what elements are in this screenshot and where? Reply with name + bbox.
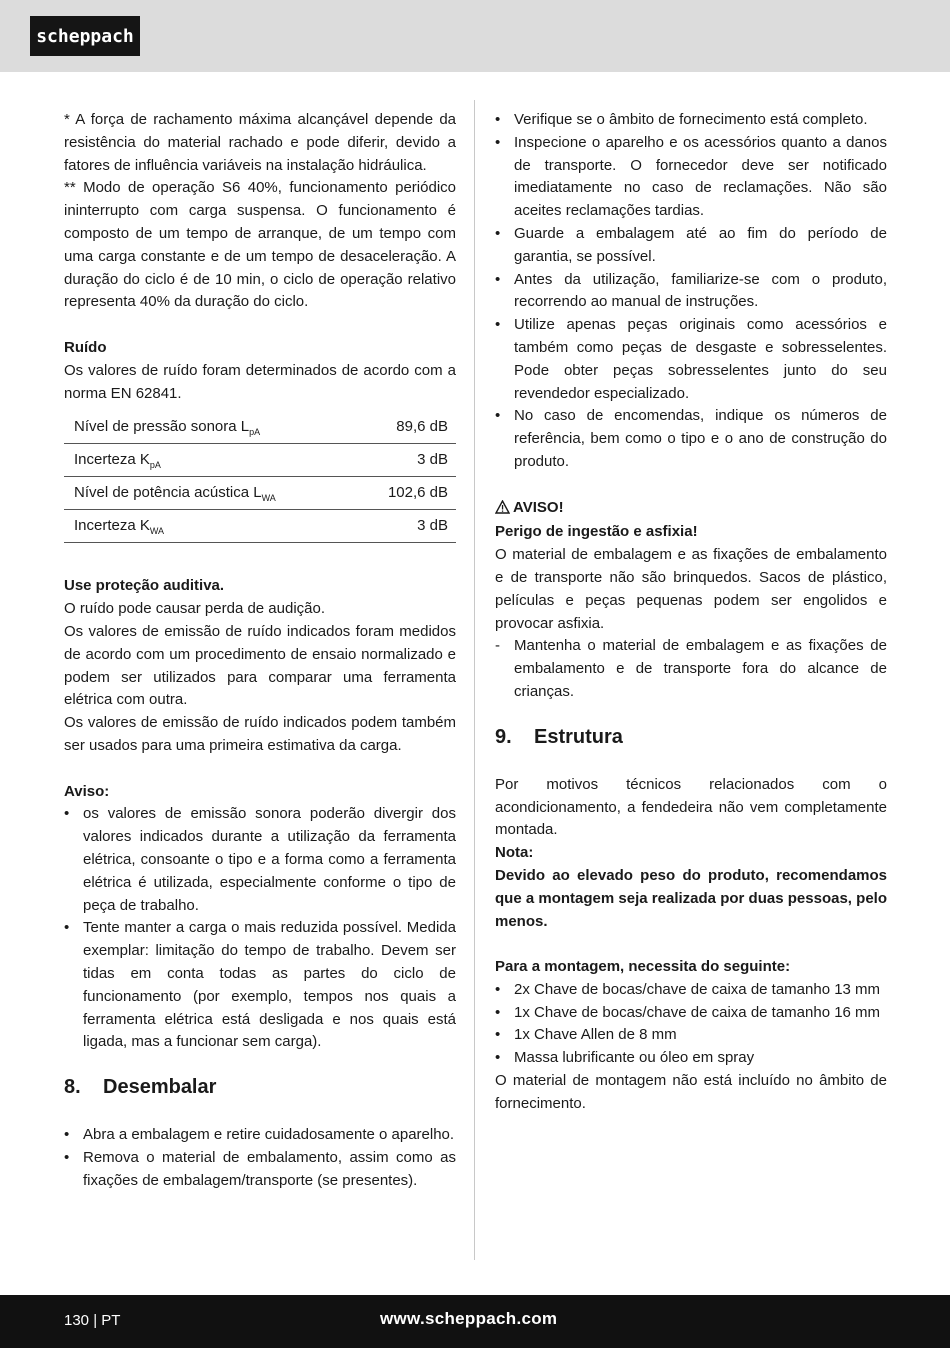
table-row: [64, 444, 456, 477]
aviso-list: [64, 803, 456, 1054]
list-item: • Guarde a embalagem até ao fim do período de garantia, se possível.: [495, 224, 887, 265]
section-9-heading: 9. Estrutura: [495, 725, 623, 748]
bullet-icon: •: [64, 1148, 70, 1166]
page-number: 130 | PT: [64, 1312, 121, 1329]
left-column: [64, 109, 456, 1192]
bullet-icon: •: [64, 919, 70, 937]
footnote-2: ** Modo de operação S6 40%, funcionamento periódico ininterrupto com carga suspensa. O funcionamento é composto de um tempo de arranque, de um tempo com uma carga constante e de um tempo de desaceleração. A duração do ciclo é de 10 min, o ciclo de operação relativo representa 40% da duração do ciclo.: [64, 179, 456, 311]
bullet-icon: •: [495, 1049, 501, 1067]
column-divider: [474, 100, 475, 1260]
list-item: • Antes da utilização, familiarize-se com o produto, recorrendo ao manual de instruções.: [495, 270, 887, 311]
page-header: [0, 0, 950, 72]
list-item: • No caso de encomendas, indique os números de referência, bem como o tipo e o ano de construção do produto.: [495, 407, 887, 470]
noise-value: 3 dB: [350, 444, 456, 477]
list-item: • Tente manter a carga o mais reduzida possível. Medida exemplar: limitação do tempo de trabalho. Devem ser tidas em conta todas as partes do ciclo de funcionamento (por exemplo, tempos nos quais a ferramenta elétrica está desligada e nos quais está ligada, mas a funcionar sem carga).: [64, 919, 456, 1051]
svg-text:scheppach: scheppach: [36, 26, 134, 47]
table-row: [64, 411, 456, 444]
list-item: • 2x Chave de bocas/chave de caixa de tamanho 13 mm: [495, 979, 887, 1002]
nota-label: Nota:: [495, 844, 534, 862]
dash-icon: -: [495, 637, 500, 655]
table-row: [64, 477, 456, 510]
montagem-note: O material de montagem não está incluído no âmbito de fornecimento.: [495, 1072, 887, 1112]
montagem-heading: Para a montagem, necessita do seguinte:: [495, 958, 791, 976]
bullet-icon: •: [495, 224, 501, 242]
page-footer: [0, 1295, 950, 1348]
noise-table: [64, 411, 456, 543]
nota-text: Devido ao elevado peso do produto, recomendamos que a montagem seja realizada por duas pessoas, pelo menos.: [495, 866, 887, 930]
list-item: • Massa lubrificante ou óleo em spray: [495, 1047, 887, 1070]
footnote-1: * A força de rachamento máxima alcançável depende da resistência do material rachado e pode diferir, devido a fatores de influência variáveis na instalação hidráulica.: [64, 111, 456, 174]
bullet-icon: •: [64, 805, 70, 823]
noise-value: 102,6 dB: [350, 477, 456, 510]
unpacking-list: [64, 1124, 456, 1192]
warning-text: O material de embalagem e as fixações de embalamento e de transporte não são brinquedos. Sacos de plástico, películas e peças pequenas podem ser engolidos e provocar asfixia.: [495, 546, 887, 632]
hearing-paragraph: Os valores de emissão de ruído indicados podem também ser usados para uma primeira estimativa da carga.: [64, 714, 456, 754]
aviso-heading: Aviso:: [64, 782, 110, 800]
bullet-icon: •: [495, 111, 501, 128]
hearing-paragraph: Os valores de emissão de ruído indicados foram medidos de acordo com um procedimento de ensaio normalizado e podem ser utilizados para comparar uma ferramenta elétrica com outra.: [64, 622, 456, 709]
list-item: - Mantenha o material de embalagem e as fixações de embalamento e de transporte fora do alcance de crianças.: [495, 637, 887, 700]
list-item: • Remova o material de embalamento, assim como as fixações de embalagem/transporte (se presentes).: [64, 1148, 456, 1189]
noise-label: Nível de pressão sonora $L_{pA}$: [64, 411, 350, 444]
list-item: • Inspecione o aparelho e os acessórios quanto a danos de transporte. O fornecedor deve ser notificado imediatamente no caso de reclamações. Não são aceites reclamações tardias.: [495, 133, 887, 220]
list-item: • os valores de emissão sonora poderão divergir dos valores indicados durante a utilização da ferramenta elétrica, consoante o tipo e a forma como a ferramenta elétrica é utilizada, especialmente conforme o tipo de peça de trabalho.: [64, 805, 456, 914]
table-row: [64, 510, 456, 543]
bullet-icon: •: [495, 980, 501, 998]
bullet-icon: •: [495, 407, 501, 425]
noise-label: Incerteza $K_{pA}$: [64, 444, 350, 477]
bullet-icon: •: [495, 316, 501, 334]
hearing-paragraph: O ruído pode causar perda de audição.: [64, 600, 326, 618]
noise-value: 3 dB: [350, 510, 456, 543]
list-item: • 1x Chave Allen de 8 mm: [495, 1024, 887, 1047]
bullet-icon: •: [495, 1003, 501, 1021]
list-item: • Verifique se o âmbito de fornecimento está completo.: [495, 109, 887, 132]
hearing-heading: Use proteção auditiva.: [64, 577, 225, 595]
bullet-icon: •: [495, 133, 501, 151]
bullet-icon: •: [495, 270, 501, 288]
warning-triangle-icon: [495, 499, 510, 522]
right-column: [495, 109, 887, 1116]
bullet-icon: •: [64, 1126, 70, 1144]
noise-value: 89,6 dB: [350, 411, 456, 444]
noise-label: Nível de potência acústica $L_{WA}$: [64, 477, 350, 510]
warning-list: [495, 635, 887, 703]
delivery-checklist: [495, 109, 887, 474]
noise-heading: Ruído: [64, 338, 107, 356]
noise-label: Incerteza $K_{WA}$: [64, 510, 350, 543]
section-8-heading: 8. Desembalar: [64, 1076, 217, 1099]
warning-label: AVISO!: [495, 497, 887, 522]
website-link[interactable]: www.scheppach.com: [380, 1309, 558, 1328]
scheppach-logo: [30, 16, 140, 56]
list-item: • 1x Chave de bocas/chave de caixa de tamanho 16 mm: [495, 1002, 887, 1025]
warning-subheading: Perigo de ingestão e asfixia!: [495, 523, 698, 541]
list-item: • Abra a embalagem e retire cuidadosamente o aparelho.: [64, 1124, 456, 1147]
montagem-list: [495, 979, 887, 1070]
bullet-icon: •: [495, 1026, 501, 1044]
structure-paragraph: Por motivos técnicos relacionados com o acondicionamento, a fendedeira não vem completamente montada.: [495, 775, 887, 839]
list-item: • Utilize apenas peças originais como acessórios e também como peças de desgaste e sobresselentes. Pode obter peças sobresselentes junto do seu revendedor especializado.: [495, 316, 887, 402]
noise-intro: Os valores de ruído foram determinados de acordo com a norma EN 62841.: [64, 361, 456, 402]
